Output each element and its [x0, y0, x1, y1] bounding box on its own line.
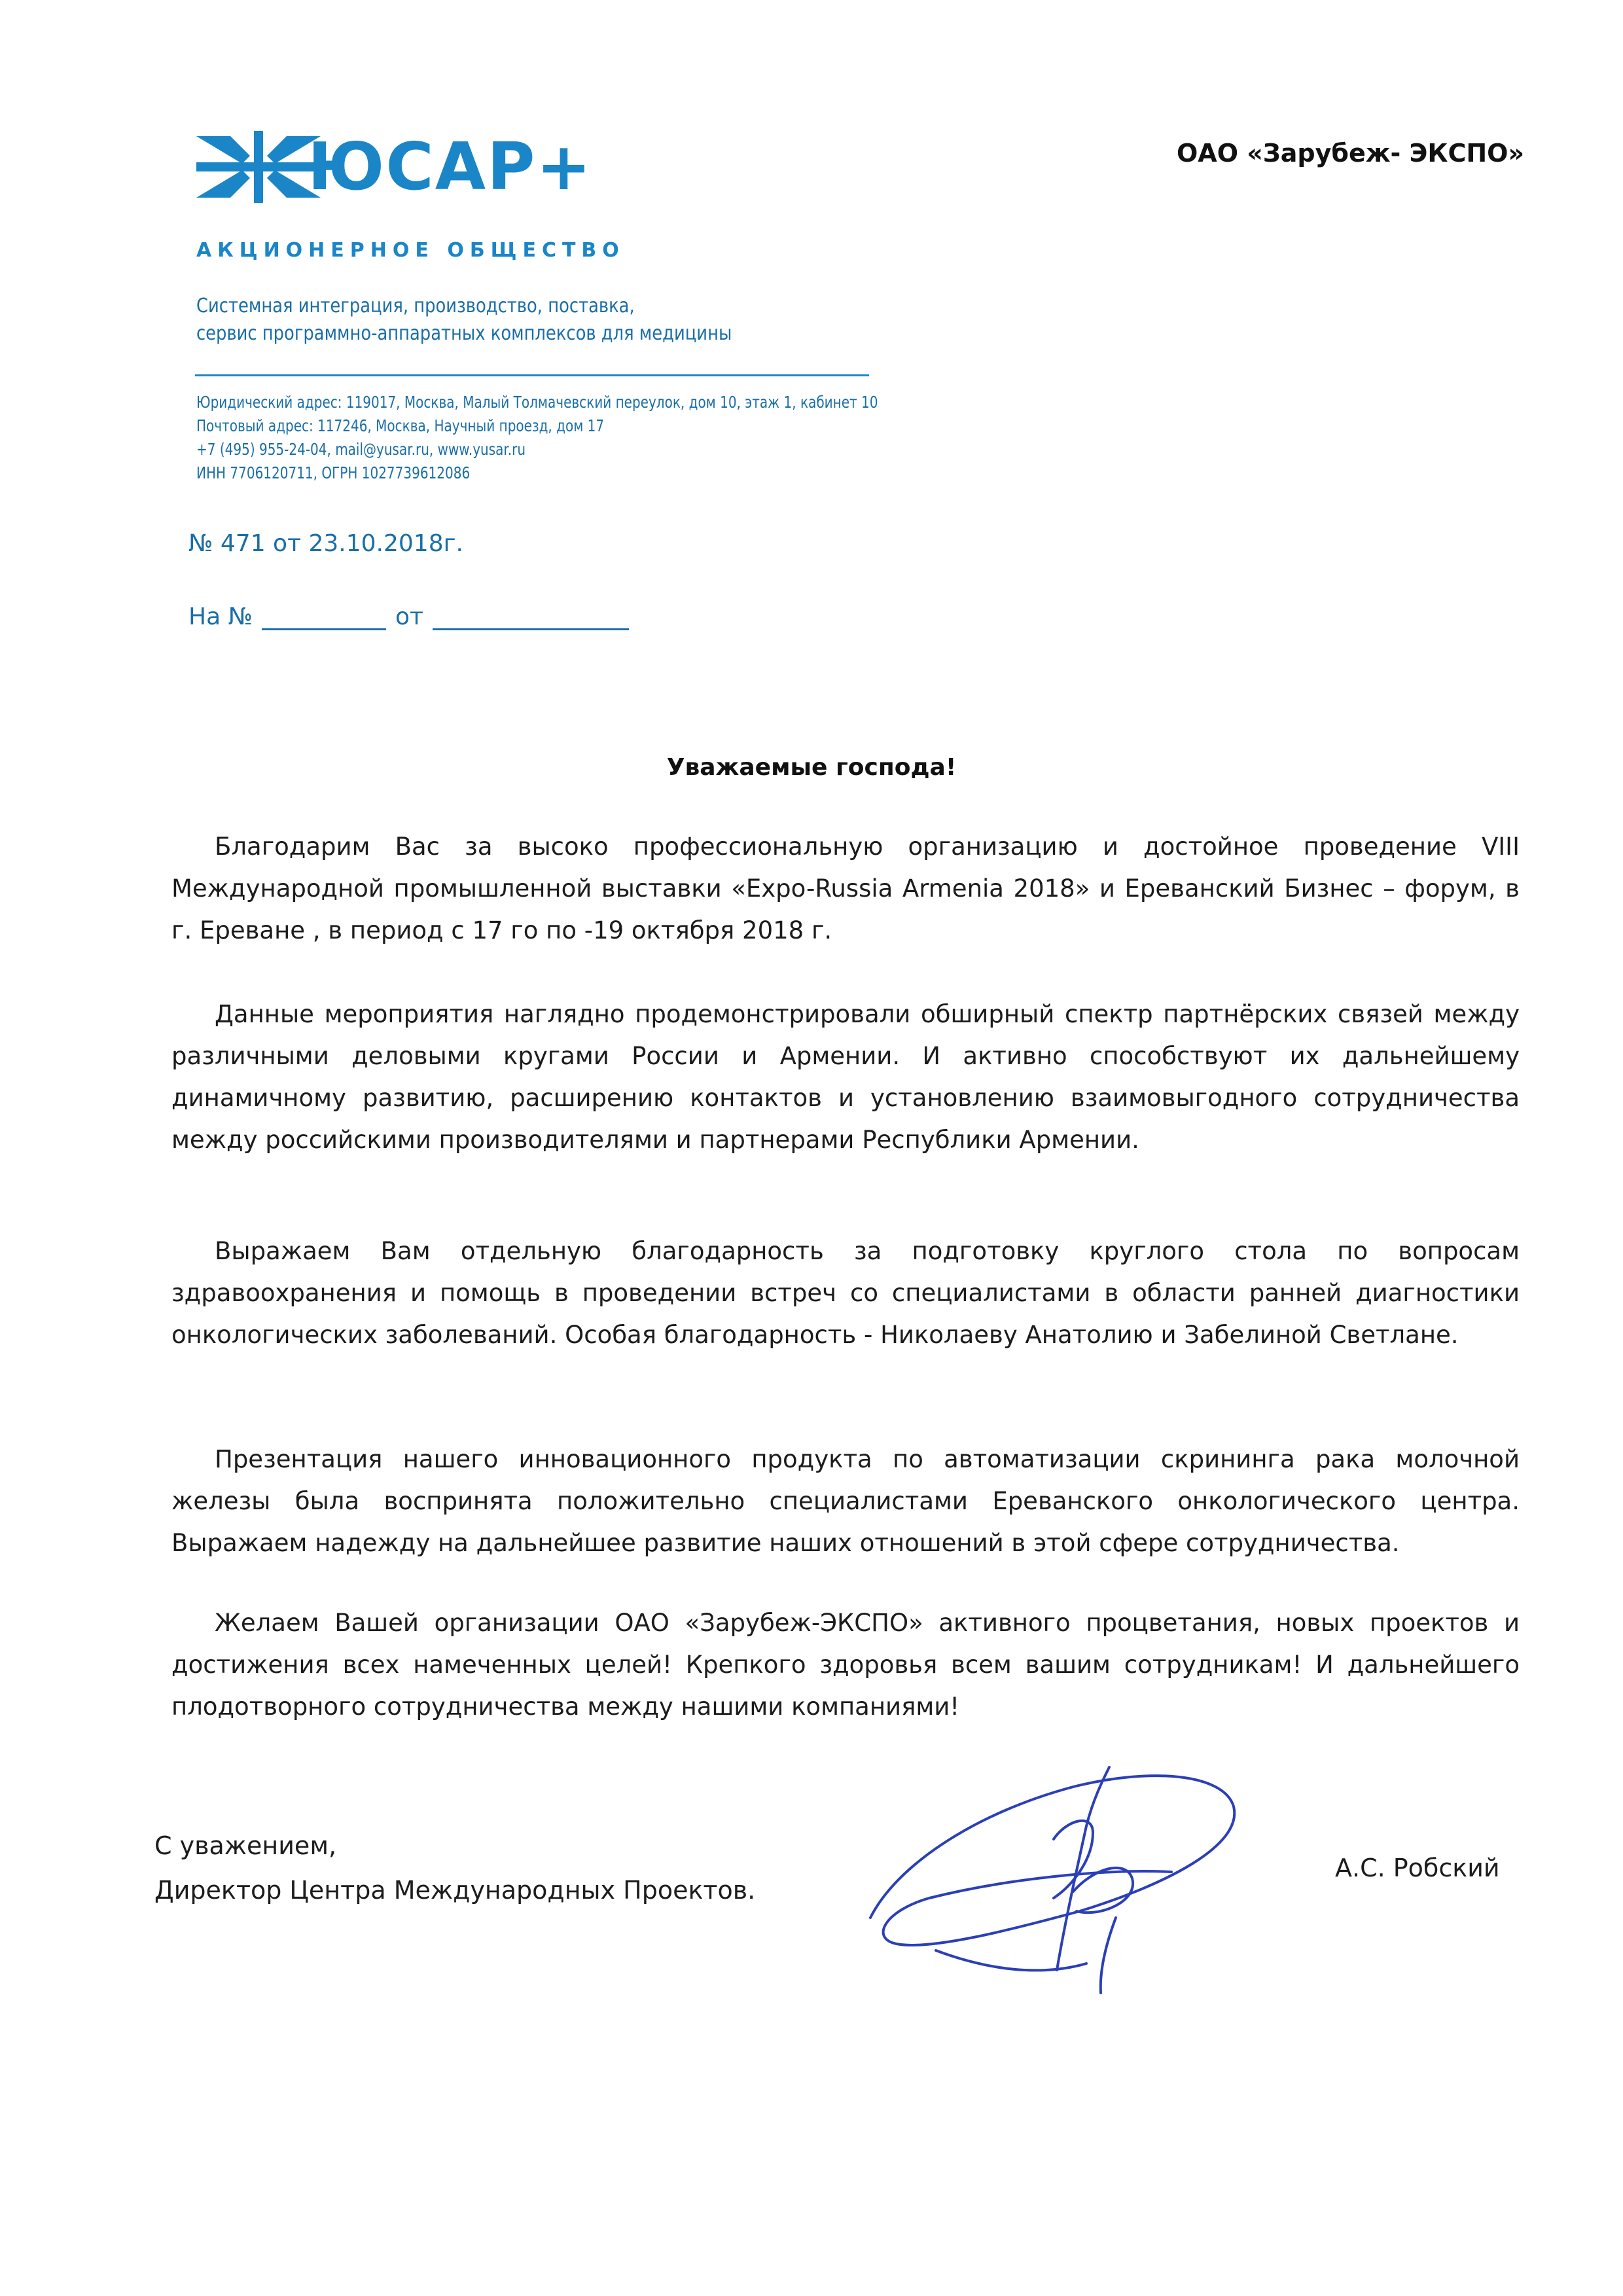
closing-regards: С уважением, [154, 1831, 337, 1860]
reference-from-label: от [395, 603, 424, 630]
signature-icon [857, 1754, 1263, 2003]
contact-line: +7 (495) 955-24-04, mail@yusar.ru, www.yusar.ru [196, 440, 526, 459]
body-paragraph: Желаем Вашей организации ОАО «Зарубеж-ЭКСПО» активного процветания, новых проектов и достижения всех намеченных целей! Крепкого здоровья всем вашим сотрудникам! И дальнейшего плодотворного сотрудничества между нашими компаниями! [171, 1609, 1520, 1721]
postal-address: Почтовый адрес: 117246, Москва, Научный проезд, дом 17 [196, 416, 605, 435]
letterhead-divider [195, 374, 869, 376]
reference-number-blank [262, 602, 386, 630]
body-paragraph: Благодарим Вас за высоко профессиональную организацию и достойное проведение VIII Международной промышленной выставки «Expo-Russia Armenia 2018» и Ереванский Бизнес – форум, в г. Ереване , в период с 17 го по -19 октября 2018 г. [171, 833, 1520, 944]
reference-date-blank [433, 602, 629, 630]
yusar-arrows-logo-icon [196, 131, 321, 203]
salutation: Уважаемые господа! [666, 754, 957, 781]
brand-name: ЮСАР+ [308, 128, 593, 205]
body-paragraph: Презентация нашего инновационного продукта по автоматизации скрининга рака молочной железы была воспринята положительно специалистами Ереванского онкологического центра. Выражаем надежду на дальнейшее развитие наших отношений в этой сфере сотрудничества. [171, 1445, 1520, 1557]
reference-label: На № [188, 603, 253, 630]
legal-address: Юридический адрес: 119017, Москва, Малый Толмачевский переулок, дом 10, этаж 1, кабинет 10 [196, 393, 878, 412]
reference-line [188, 602, 638, 630]
recipient: ОАО «Зарубеж- ЭКСПО» [1177, 139, 1525, 168]
tax-ids-line: ИНН 7706120711, ОГРН 1027739612086 [196, 463, 471, 482]
registration-number: № 471 от 23.10.2018г. [188, 530, 463, 557]
company-description-line: сервис программно-аппаратных комплексов для медицины [196, 322, 732, 345]
signer-name: А.С. Робский [1335, 1854, 1500, 1882]
body-paragraph: Выражаем Вам отдельную благодарность за подготовку круглого стола по вопросам здравоохранения и помощь в проведении встреч со специалистами в области ранней диагностики онкологических заболеваний. Особая благодарность - Николаеву Анатолию и Забелиной Светлане. [171, 1237, 1520, 1349]
company-type: АКЦИОНЕРНОЕ ОБЩЕСТВО [196, 239, 625, 262]
company-description-line: Системная интеграция, производство, поставка, [196, 295, 635, 317]
signer-title: Директор Центра Международных Проектов. [154, 1876, 756, 1905]
body-paragraph: Данные мероприятия наглядно продемонстрировали обширный спектр партнёрских связей между различными деловыми кругами России и Армении. И активно способствуют их дальнейшему динамичному развитию, расширению контактов и установлению взаимовыгодного сотрудничества между российскими производителями и партнерами Республики Армении. [171, 1000, 1520, 1154]
